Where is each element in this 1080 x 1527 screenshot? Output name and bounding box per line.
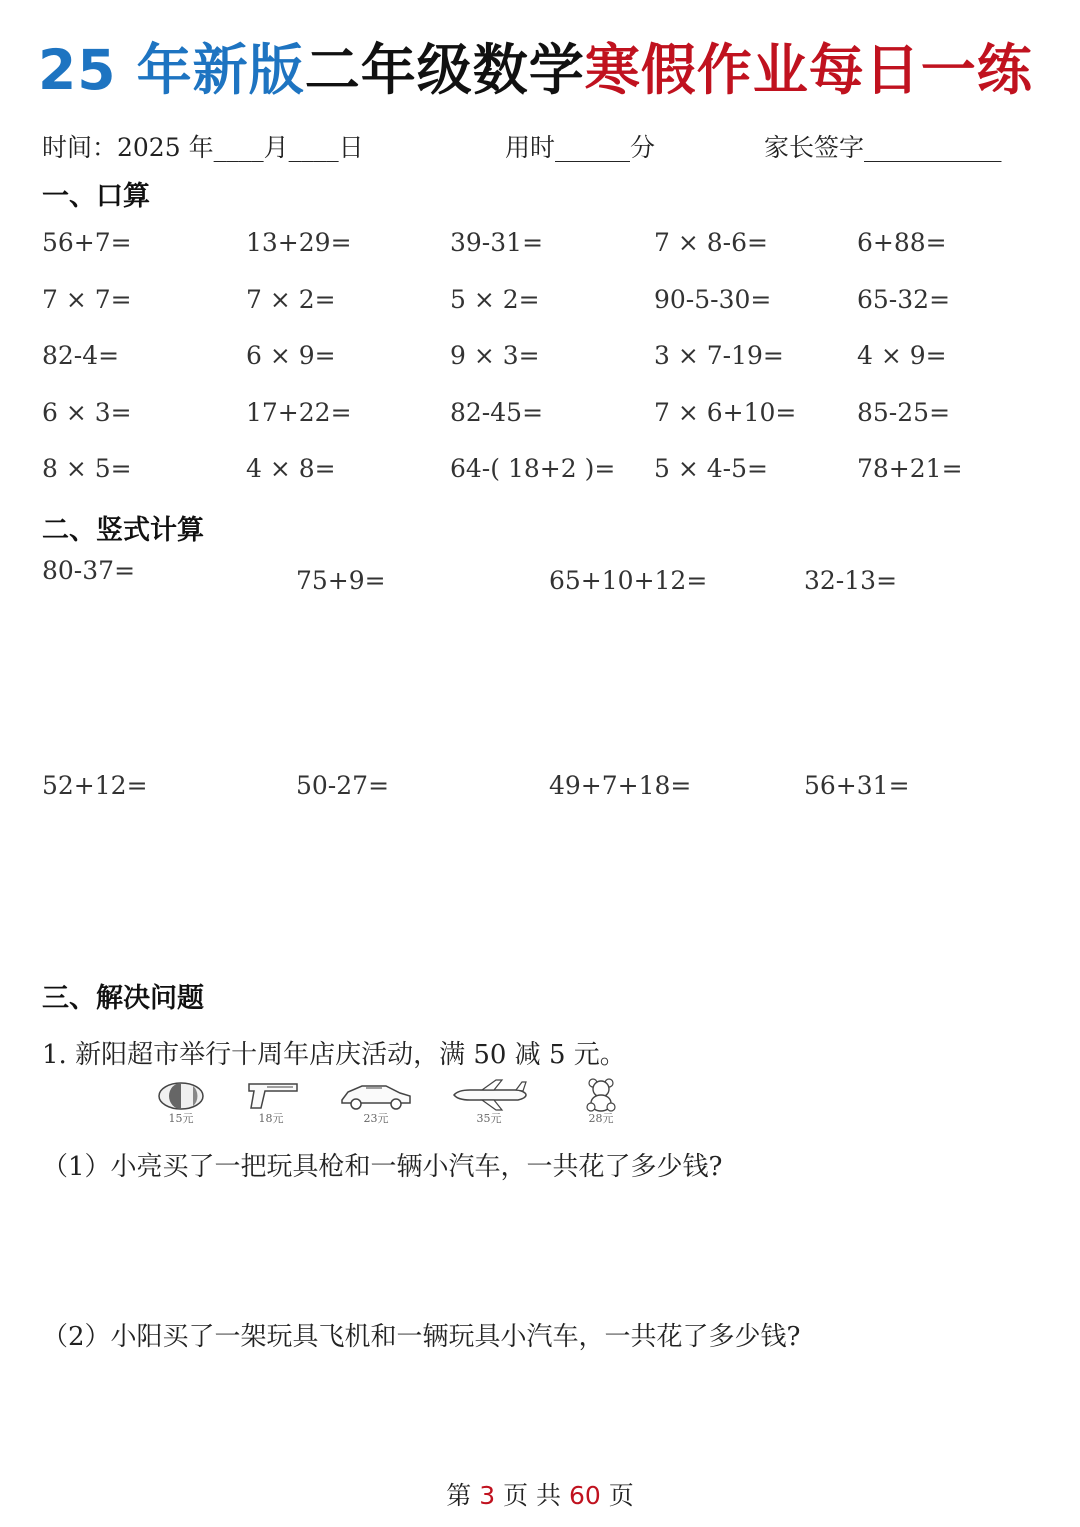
oral-calc-item: 17+22=: [246, 397, 352, 427]
oral-calc-item: 13+29=: [246, 228, 352, 257]
section-vertical-title: 二、竖式计算: [42, 515, 204, 546]
vertical-calc-item: 56+31=: [804, 771, 910, 800]
section-oral-title: 一、口算: [42, 181, 150, 212]
toy-price: 23元: [363, 1112, 389, 1125]
oral-calc-item: 64-( 18+2 )=: [450, 454, 616, 483]
oral-calc-item: 4 × 8=: [246, 454, 336, 483]
title-part-year: 25 年新版: [38, 38, 305, 102]
oral-calc-item: 7 × 6+10=: [654, 397, 797, 427]
oral-calc-item: 6+88=: [857, 228, 947, 257]
oral-calc-item: 3 × 7-19=: [654, 341, 784, 370]
oral-calc-grid: [42, 220, 1052, 503]
footer-prefix: 第: [446, 1481, 472, 1510]
toy-item: [140, 1078, 222, 1130]
oral-calc-item: 82-45=: [450, 397, 544, 427]
vertical-calc-item: 50-27=: [296, 771, 390, 800]
toy-gun-icon: [241, 1078, 301, 1112]
duration-field: 用时______分: [505, 133, 656, 162]
oral-calc-item: 7 × 2=: [246, 284, 336, 314]
oral-calc-item: 9 × 3=: [450, 341, 540, 370]
vertical-calc-item: 32-13=: [804, 566, 898, 595]
problem-1-question-1: （1）小亮买了一把玩具枪和一辆小汽车，一共花了多少钱?: [42, 1152, 723, 1182]
oral-calc-item: 5 × 4-5=: [654, 454, 768, 483]
title-part-grade: 二年级数学: [304, 38, 585, 102]
teddy-bear-icon: [576, 1078, 626, 1112]
oral-calc-item: 78+21=: [857, 454, 963, 483]
oral-calc-item: 8 × 5=: [42, 454, 132, 483]
oral-calc-item: 7 × 8-6=: [654, 228, 768, 257]
total-pages-number: 60: [568, 1481, 601, 1510]
oral-calc-item: 6 × 3=: [42, 397, 132, 427]
current-page-number: 3: [479, 1481, 496, 1510]
page-title: [38, 30, 1048, 110]
ball-icon: [155, 1078, 207, 1112]
oral-calc-item: 85-25=: [857, 397, 951, 427]
toy-item: [448, 1078, 530, 1130]
title-part-homework: 寒假作业每日一练: [584, 38, 1033, 102]
toy-item: [560, 1078, 642, 1130]
section-problems-title: 三、解决问题: [42, 983, 204, 1014]
oral-calc-item: 5 × 2=: [450, 284, 540, 314]
toy-price: 18元: [258, 1112, 284, 1125]
oral-calc-item: 65-32=: [857, 284, 951, 314]
toy-car-icon: [338, 1078, 414, 1112]
vertical-calc-item: 65+10+12=: [549, 566, 708, 595]
page-footer: [0, 1476, 1080, 1512]
date-field: 时间：2025 年____月____日: [42, 133, 364, 162]
oral-calc-item: 39-31=: [450, 228, 544, 257]
vertical-calc-item: 52+12=: [42, 771, 148, 800]
oral-calc-item: 6 × 9=: [246, 341, 336, 370]
toy-price-row: [140, 1078, 660, 1130]
problem-1-intro: 1. 新阳超市举行十周年店庆活动，满 50 减 5 元。: [42, 1040, 626, 1070]
problem-1-question-2: （2）小阳买了一架玩具飞机和一辆玩具小汽车，一共花了多少钱?: [42, 1322, 801, 1352]
toy-plane-icon: [448, 1078, 530, 1112]
footer-middle: 页 共: [503, 1481, 562, 1510]
oral-calc-item: 7 × 7=: [42, 284, 132, 314]
toy-item: [230, 1078, 312, 1130]
vertical-calc-item: 49+7+18=: [549, 771, 692, 800]
toy-price: 15元: [168, 1112, 194, 1125]
oral-calc-item: 4 × 9=: [857, 341, 947, 370]
footer-suffix: 页: [608, 1481, 634, 1510]
toy-price: 35元: [476, 1112, 502, 1125]
vertical-calc-item: 75+9=: [296, 566, 386, 595]
oral-calc-item: 82-4=: [42, 341, 120, 370]
oral-calc-item: 90-5-30=: [654, 284, 772, 314]
toy-price: 28元: [588, 1112, 614, 1125]
vertical-calc-item: 80-37=: [42, 556, 136, 585]
oral-calc-item: 56+7=: [42, 228, 132, 257]
toy-item: [335, 1078, 417, 1130]
parent-signature-field: 家长签字___________: [764, 133, 1002, 162]
